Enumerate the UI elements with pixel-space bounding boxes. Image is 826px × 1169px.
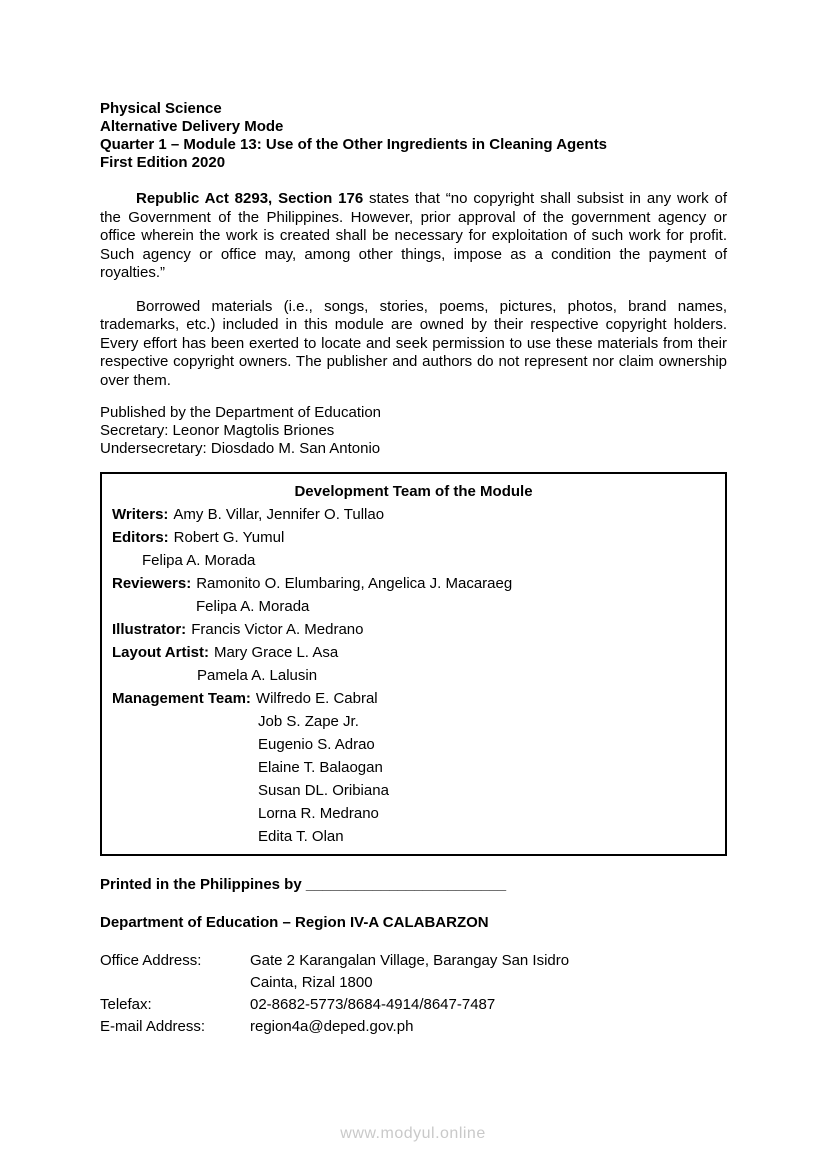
module-delivery-mode: Alternative Delivery Mode (100, 118, 284, 135)
contact-value: Cainta, Rizal 1800 (250, 974, 373, 991)
team-members: Susan DL. Oribiana (258, 782, 389, 799)
team-members: Wilfredo E. Cabral (255, 690, 378, 707)
team-members: Francis Victor A. Medrano (191, 621, 364, 638)
development-team-title: Development Team of the Module (294, 483, 533, 500)
publisher-block (100, 404, 727, 458)
team-members: Felipa A. Morada (142, 552, 256, 569)
page-content (100, 100, 727, 1038)
team-row-management (112, 687, 715, 710)
contact-row-email (100, 1016, 727, 1038)
watermark: www.modyul.online (340, 1125, 486, 1142)
team-members: Amy B. Villar, Jennifer O. Tullao (173, 506, 385, 523)
team-members: Mary Grace L. Asa (213, 644, 339, 661)
contact-row-office-address (100, 950, 727, 972)
copyright-paragraph (100, 190, 727, 283)
contact-block (100, 950, 727, 1038)
team-members: Pamela A. Lalusin (197, 667, 318, 684)
contact-row-office-address-cont (100, 972, 727, 994)
team-members: Job S. Zape Jr. (258, 713, 359, 730)
team-role-label: Management Team: (112, 690, 251, 707)
module-edition: First Edition 2020 (100, 154, 226, 171)
team-members: Robert G. Yumul (173, 529, 285, 546)
secretary-line: Secretary: Leonor Magtolis Briones (100, 422, 335, 439)
module-subject: Physical Science (100, 100, 222, 117)
team-row-layout-artist-cont (112, 664, 715, 687)
team-role-label: Writers: (112, 506, 169, 523)
republic-act-lead: Republic Act 8293, Section 176 (136, 190, 364, 207)
published-by-line: Published by the Department of Education (100, 404, 382, 421)
team-row-management-cont (112, 825, 715, 848)
team-row-management-cont (112, 710, 715, 733)
contact-row-telefax (100, 994, 727, 1016)
team-members: Felipa A. Morada (196, 598, 310, 615)
republic-act-body: states that “no copyright shall subsist in any work of the Government of the Philippines. However, prior approval of the government agency or office wherein the work is created shall be necessary for exploitation of such work for profit. Such agency or office may, among other things, impose as a condition the payment of royalties.” (100, 190, 727, 281)
department-region-line: Department of Education – Region IV-A CALABARZON (100, 914, 489, 931)
contact-label: E-mail Address: (100, 1018, 206, 1035)
module-title: Quarter 1 – Module 13: Use of the Other Ingredients in Cleaning Agents (100, 136, 608, 153)
team-row-editors (112, 526, 715, 549)
printer-blank-line: ________________________ (305, 876, 507, 893)
printed-in-line (100, 876, 727, 894)
contact-value: 02-8682-5773/8684-4914/8647-7487 (250, 996, 496, 1013)
team-row-management-cont (112, 733, 715, 756)
team-row-management-cont (112, 802, 715, 825)
printed-in-label: Printed in the Philippines by (100, 876, 306, 893)
team-row-writers (112, 503, 715, 526)
team-row-reviewers (112, 572, 715, 595)
module-header (100, 100, 727, 172)
contact-value: Gate 2 Karangalan Village, Barangay San Isidro (250, 952, 570, 969)
team-role-label: Illustrator: (112, 621, 187, 638)
team-members: Lorna R. Medrano (258, 805, 379, 822)
team-members: Edita T. Olan (258, 828, 344, 845)
undersecretary-line: Undersecretary: Diosdado M. San Antonio (100, 440, 381, 457)
borrowed-materials-paragraph: Borrowed materials (i.e., songs, stories, poems, pictures, photos, brand names, trademarks, etc.) included in this module are owned by their respective copyright holders. Every effort has been exerted to locate and seek permission to use these materials from their respective copyright owners. The publisher and authors do not represent nor claim ownership over them. (100, 297, 727, 389)
team-row-editors-cont (112, 549, 715, 572)
development-team-box (100, 472, 727, 856)
team-row-illustrator (112, 618, 715, 641)
team-row-reviewers-cont (112, 595, 715, 618)
team-role-label: Layout Artist: (112, 644, 209, 661)
team-row-management-cont (112, 779, 715, 802)
team-members: Elaine T. Balaogan (258, 759, 383, 776)
team-row-layout-artist (112, 641, 715, 664)
contact-label: Office Address: (100, 952, 202, 969)
team-role-label: Editors: (112, 529, 169, 546)
team-row-management-cont (112, 756, 715, 779)
team-role-label: Reviewers: (112, 575, 192, 592)
contact-value: region4a@deped.gov.ph (250, 1018, 414, 1035)
team-members: Eugenio S. Adrao (258, 736, 375, 753)
team-members: Ramonito O. Elumbaring, Angelica J. Macaraeg (196, 575, 513, 592)
contact-label: Telefax: (100, 996, 152, 1013)
